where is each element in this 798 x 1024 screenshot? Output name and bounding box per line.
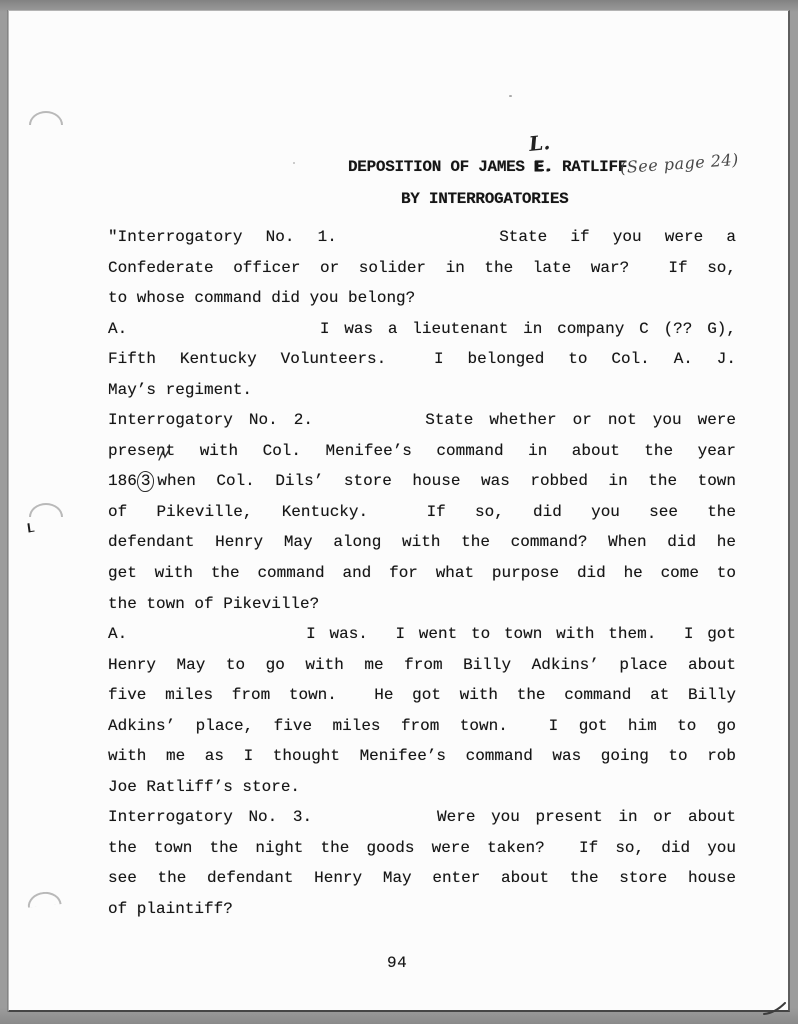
document-line: get with the command and for what purpose did he come to [108,564,736,583]
title-lead: DEPOSITION OF JAMES [348,158,535,176]
document-page [8,10,790,1012]
document-line: to whose command did you belong? [108,289,416,308]
document-line: Henry May to go with me from Billy Adkins’ place about [108,655,736,674]
pen-circled-digit: 3 [137,471,155,492]
document-line-with-circled-edit [108,466,736,497]
title-tail: RATLIFF [552,158,628,176]
document-line: defendant Henry May along with the command? When did he [108,533,736,552]
document-line: Fifth Kentucky Volunteers. I belonged to Col. A. J. [108,350,736,369]
circled-line-after: when Col. Dils’ store house was robbed in the town [157,472,736,491]
document-line: Interrogatory No. 2. State whether or not you were [108,411,736,430]
pen-tick-mark [27,523,34,533]
document-body [108,222,736,925]
document-line: of Pikeville, Kentucky. If so, did you see the [108,502,736,521]
title-struck-initial: E. [534,158,553,176]
page-number: 94 [387,954,408,972]
document-line: Adkins’ place, five miles from town. I got him to go [108,716,736,735]
document-line: the town the night the goods were taken? If so, did you [108,838,736,857]
hole-punch-mark-bottom [26,890,61,907]
document-title [348,158,627,176]
document-line: A. I was a lieutenant in company C (?? G), [108,319,736,338]
hole-punch-mark-middle [29,503,63,517]
document-line: Interrogatory No. 3. Were you present in or about [108,808,736,827]
document-line: five miles from town. He got with the command at Billy [108,686,736,705]
scan-speck [293,162,295,164]
document-line: "Interrogatory No. 1. State if you were a [108,228,736,246]
document-line: see the defendant Henry May enter about the store house [108,869,736,888]
document-line: A. I was. I went to town with them. I got [108,625,736,644]
handwritten-note: (See page 24) [619,149,740,178]
handwritten-correction: L. [527,129,552,157]
document-subtitle: BY INTERROGATORIES [401,190,569,208]
hole-punch-mark-top [29,111,63,125]
document-line: present with Col. Menifee’s command in about the year [108,441,736,460]
circled-line-before: 186 [108,472,137,491]
page-curl-mark [763,1002,787,1021]
document-line: the town of Pikeville? [108,594,320,613]
document-line: Joe Ratliff’s store. [108,777,301,796]
pen-caret-mark [157,448,171,466]
document-line: Confederate officer or solider in the late war? If so, [108,258,736,277]
scan-speck [509,95,512,97]
document-line: with me as I thought Menifee’s command was going to rob [108,747,736,766]
document-line: May’s regiment. [108,380,253,399]
document-line: of plaintiff? [108,900,233,919]
